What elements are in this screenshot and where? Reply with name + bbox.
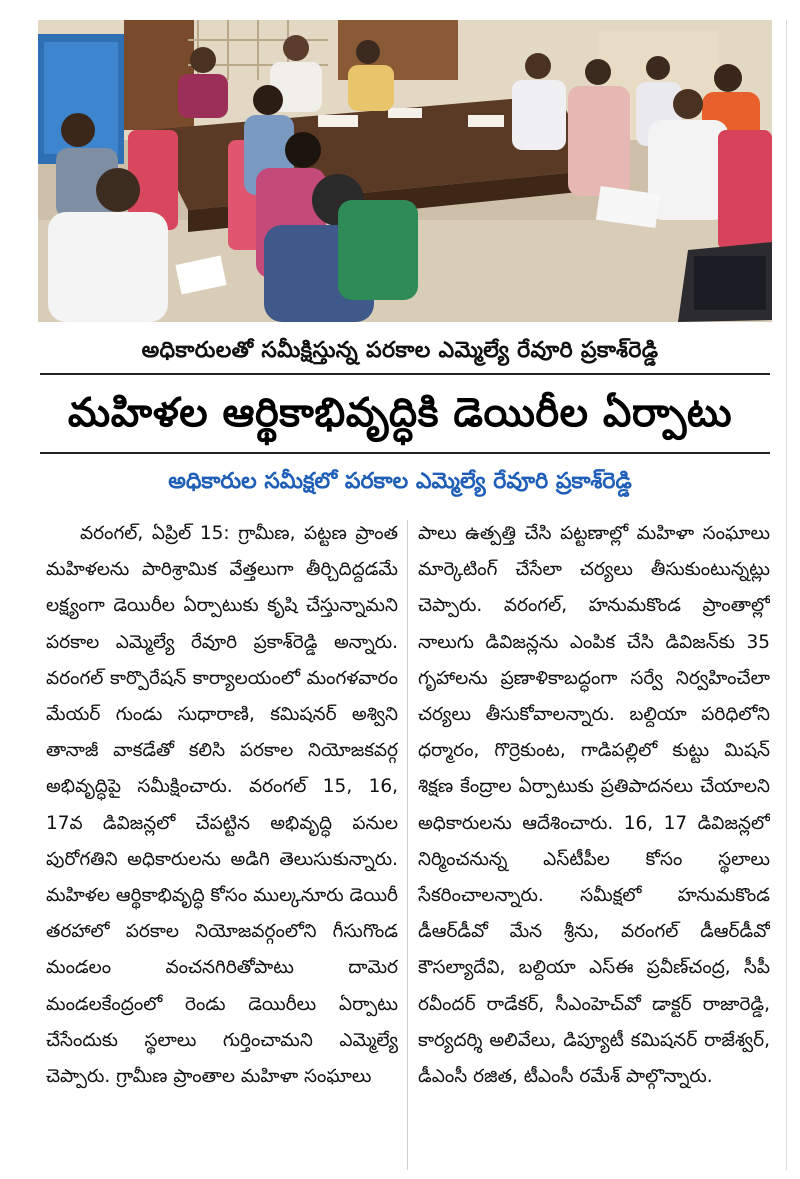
- article-column-left: [46, 516, 398, 1171]
- headline: మహిళల ఆర్థికాభివృద్ధికి డెయిరీల ఏర్పాటు: [67, 390, 733, 436]
- column-divider: [407, 520, 408, 1170]
- divider-rule: [40, 373, 770, 375]
- article-text-left: వరంగల్, ఏప్రిల్ 15: గ్రామీణ, పట్టణ ప్రాంత మహిళలను పారిశ్రామిక వేత్తలుగా తీర్చిదిద్దడమే లక్ష్యంగా డెయిరీల ఏర్పాటుకు కృషి చేస్తున్నామని పరకాల ఎమ్మెల్యే రేవూరి ప్రకాశ్‌రెడ్డి అన్నారు. వరంగల్ కార్పొరేషన్ కార్యాలయంలో మంగళవారం మేయర్ గుండు సుధారాణి, కమిషనర్ అశ్విని తానాజీ వాకడేతో కలిసి పరకాల నియోజకవర్గ అభివృద్ధిపై సమీక్షించారు. వరంగల్ 15, 16, 17వ డివిజన్లలో చేపట్టిన అభివృద్ధి పనుల పురోగతిని అధికారులను అడిగి తెలుసుకున్నారు. మహిళల ఆర్థికాభివృద్ధి కోసం ముల్కనూరు డెయిరీ తరహాలో పరకాల నియోజవర్గంలోని గీసుగొండ మండలం వంచనగిరితోపాటు దామెర మండలకేంద్రంలో రెండు డెయిరీలు ఏర్పాటు చేసేందుకు స్థలాలు గుర్తించామని ఎమ్మెల్యే చెప్పారు. గ్రామీణ ప్రాంతాల మహిళా సంఘాలు: [46, 523, 398, 1088]
- news-photo: [38, 20, 772, 322]
- photo-caption: అధికారులతో సమీక్షిస్తున్న పరకాల ఎమ్మెల్యే రేవూరి ప్రకాశ్‌రెడ్డి: [141, 338, 659, 363]
- article-text-right: పాలు ఉత్పత్తి చేసి పట్టణాల్లో మహిళా సంఘాలు మార్కెటింగ్ చేసేలా చర్యలు తీసుకుంటున్నట్లు చెప్పారు. వరంగల్, హనుమకొండ ప్రాంతాల్లో నాలుగు డివిజన్లను ఎంపిక చేసి డివిజన్‌కు 35 గృహాలను ప్రణాళికాబద్ధంగా సర్వే నిర్వహించేలా చర్యలు తీసుకోవాలన్నారు. బల్దియా పరిధిలోని ధర్మారం, గొర్రెకుంట, గాడిపల్లిలో కుట్టు మిషన్ శిక్షణ కేంద్రాల ఏర్పాటుకు ప్రతిపాదనలు చేయాలని అధికారులను ఆదేశించారు. 16, 17 డివిజన్లలో నిర్మించనున్న ఎస్‌టీపీల కోసం స్థలాలు సేకరించాలన్నారు. సమీక్షలో హనుమకొండ డీఆర్‌డీవో మేన శ్రీను, వరంగల్ డీఆర్‌డీవో కౌసల్యాదేవి, బల్దియా ఎస్ఈ ప్రవీణ్‌చంద్ర, సీపీ రవీందర్ రాడేకర్, సీఎంహెచ్‌వో డాక్టర్ రాజారెడ్డి, కార్యదర్శి అలివేలు, డిప్యూటీ కమిషనర్ రాజేశ్వర్, డీఎంసీ రజిత, టీఎంసీ రమేశ్ పాల్గొన్నారు.: [418, 523, 770, 1088]
- divider-rule: [40, 452, 770, 454]
- subheadline: అధికారుల సమీక్షలో పరకాల ఎమ్మెల్యే రేవూరి ప్రకాశ్‌రెడ్డి: [168, 469, 632, 494]
- article-column-right: [418, 516, 770, 1171]
- clipping-edge: [786, 20, 787, 1170]
